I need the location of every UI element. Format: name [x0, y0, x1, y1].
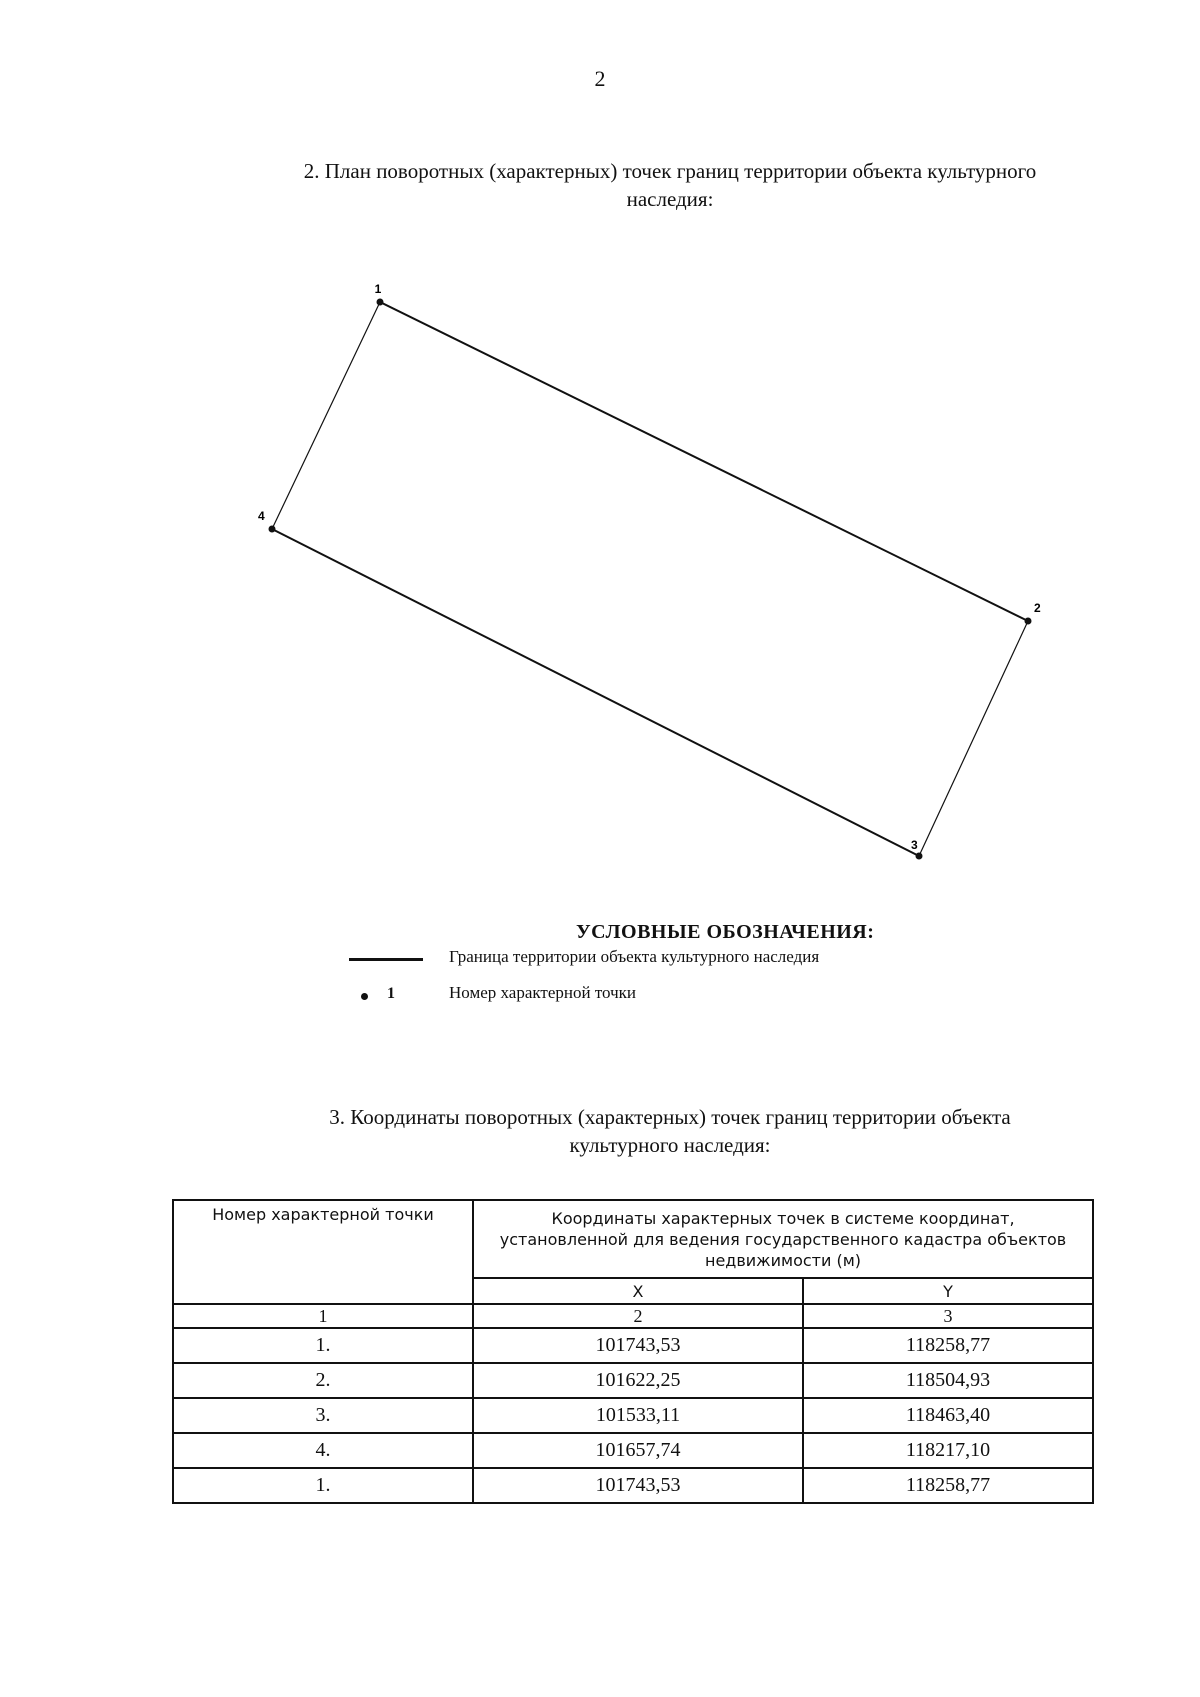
- table-header-row: [173, 1200, 1093, 1278]
- boundary-edge-4-1: [272, 302, 380, 529]
- plan-point-label: 4: [258, 509, 265, 523]
- column-number-row: [173, 1304, 1093, 1328]
- cell-point: 1.: [173, 1328, 473, 1363]
- header-y: Y: [803, 1278, 1093, 1304]
- cell-x: 101622,25: [473, 1363, 803, 1398]
- page-number: 2: [594, 66, 606, 91]
- table-row: [173, 1328, 1093, 1363]
- cell-point: 1.: [173, 1468, 473, 1503]
- cell-y: 118258,77: [803, 1328, 1093, 1363]
- header-coordinates: [473, 1200, 1093, 1278]
- cell-y: 118258,77: [803, 1468, 1093, 1503]
- header-coordinates-line2: установленной для ведения государственного кадастра объектов: [499, 1229, 1067, 1249]
- legend-point-label: Номер характерной точки: [449, 983, 636, 1002]
- cell-y: 118463,40: [803, 1398, 1093, 1433]
- column-number: 3: [803, 1304, 1093, 1328]
- cell-point: 3.: [173, 1398, 473, 1433]
- legend-title: УСЛОВНЫЕ ОБОЗНАЧЕНИЯ:: [576, 921, 875, 943]
- legend-point-number-symbol: 1: [387, 985, 395, 1002]
- plan-point-marker: [1025, 618, 1032, 625]
- plan-point-label: 1: [374, 282, 382, 296]
- plan-point-marker: [916, 853, 923, 860]
- section-2-title-line2: наследия:: [626, 187, 714, 211]
- section-3-title-line1: 3. Координаты поворотных (характерных) точек границ территории объекта: [329, 1105, 1011, 1129]
- section-2-title-line1: 2. План поворотных (характерных) точек границ территории объекта культурного: [303, 159, 1037, 183]
- table-row: [173, 1363, 1093, 1398]
- plan-point-marker: [377, 299, 384, 306]
- table-row: [173, 1468, 1093, 1503]
- plan-point-label: 2: [1034, 601, 1041, 615]
- header-coordinates-line3: недвижимости (м): [704, 1250, 862, 1270]
- column-number: 1: [173, 1304, 473, 1328]
- header-point-number: Номер характерной точки: [173, 1200, 473, 1304]
- header-coordinates-line1: Координаты характерных точек в системе координат,: [551, 1208, 1015, 1228]
- cell-y: 118217,10: [803, 1433, 1093, 1468]
- column-number: 2: [473, 1304, 803, 1328]
- boundary-edge-3-4: [272, 529, 919, 856]
- plan-point-label: 3: [911, 838, 918, 852]
- cell-y: 118504,93: [803, 1363, 1093, 1398]
- header-x: X: [473, 1278, 803, 1304]
- cell-point: 2.: [173, 1363, 473, 1398]
- cell-x: 101743,53: [473, 1328, 803, 1363]
- table-row: [173, 1398, 1093, 1433]
- plan-point-marker: [269, 526, 276, 533]
- boundary-edge-1-2: [380, 302, 1028, 621]
- section-3-heading: [230, 1103, 1110, 1159]
- boundary-edge-2-3: [919, 621, 1028, 856]
- legend-boundary-label: Граница территории объекта культурного наследия: [449, 947, 820, 966]
- cell-point: 4.: [173, 1433, 473, 1468]
- table-row: [173, 1433, 1093, 1468]
- cell-x: 101657,74: [473, 1433, 803, 1468]
- legend-boundary-line-symbol: [349, 958, 423, 961]
- section-3-title-line2: культурного наследия:: [569, 1133, 771, 1157]
- cell-x: 101533,11: [473, 1398, 803, 1433]
- cell-x: 101743,53: [473, 1468, 803, 1503]
- legend-point-dot-symbol: [361, 993, 368, 1000]
- coordinates-table: [172, 1199, 1094, 1504]
